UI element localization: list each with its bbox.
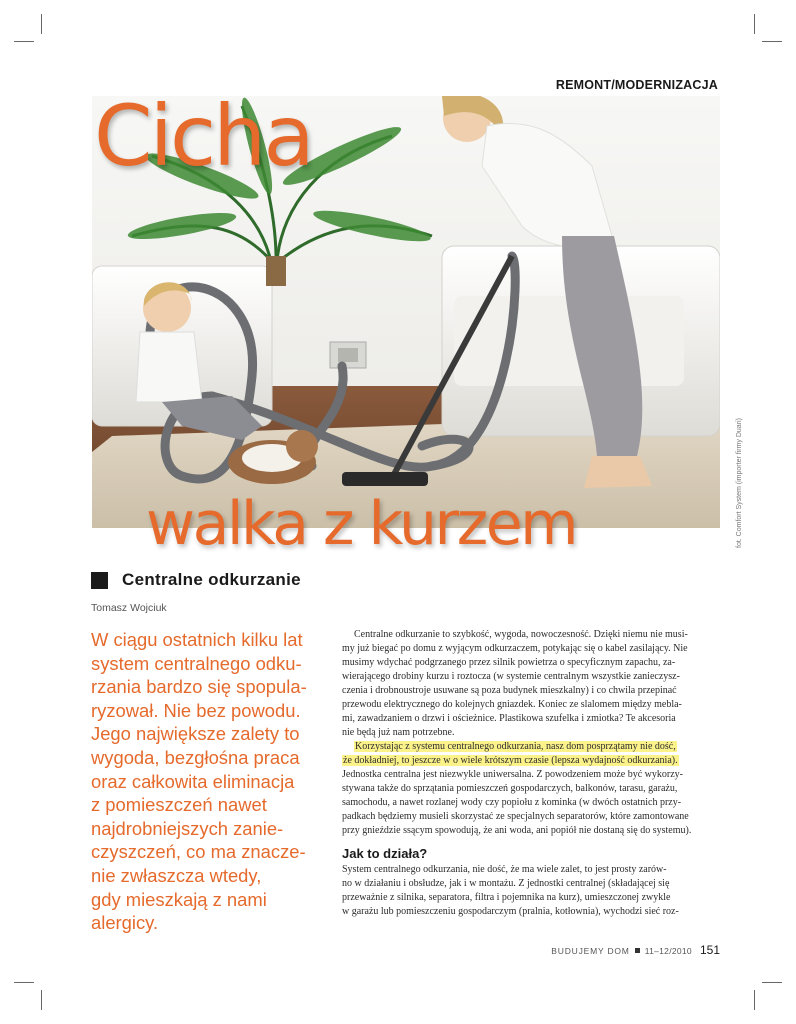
crop-mark — [762, 41, 782, 42]
lead-line: oraz całkowita eliminacja — [91, 770, 295, 792]
crop-mark — [754, 990, 755, 1010]
issue-number: 11–12/2010 — [644, 946, 692, 956]
crop-mark — [41, 990, 42, 1010]
body-column — [342, 628, 718, 919]
article-subtitle: Centralne odkurzanie — [122, 570, 301, 589]
highlighted-sentence — [342, 740, 718, 768]
lead-line: z pomieszczeń nawet — [91, 794, 267, 816]
crop-mark — [14, 41, 34, 42]
body-line: przewodu elektrycznego do kolejnych gniazdek. Koniec ze slalomem między mebla- — [342, 699, 682, 710]
lead-line: czyszczeń, co ma znacze- — [91, 841, 306, 863]
lead-line: nie zwłaszcza wtedy, — [91, 864, 262, 886]
highlight-line: że dokładniej, to jeszcze w o wiele krótszym czasie (lepsza wydajność odkurzania). — [343, 755, 678, 766]
body-line: stywana także do sprzątania pomieszczeń gospodarczych, balkonów, tarasu, garażu, — [342, 783, 678, 794]
body-paragraph-1 — [342, 628, 718, 740]
author-byline: Tomasz Wojciuk — [91, 602, 167, 614]
lead-line: system centralnego odku- — [91, 652, 302, 674]
lead-line: wygoda, bezgłośna praca — [91, 746, 300, 768]
lead-line: ryzował. Nie bez powodu. — [91, 699, 301, 721]
lead-line: Jego największe zalety to — [91, 723, 300, 745]
title-line-2: walka z kurzem — [146, 489, 577, 559]
lead-line: rzania bardzo się spopula- — [91, 676, 307, 698]
body-paragraph-2 — [342, 768, 718, 838]
body-line: my już biegać po domu z wyjącym odkurzaczem, potykając się o kabel zasilający. Nie — [342, 643, 688, 654]
lead-line: najdrobniejszych zanie- — [91, 817, 284, 839]
body-line: samochodu, a nawet rozlanej wody czy popiołu z kominka (w dwóch ostatnich przy- — [342, 797, 682, 808]
lead-line: W ciągu ostatnich kilku lat — [91, 629, 303, 650]
page-footer — [520, 941, 720, 959]
crop-mark — [762, 982, 782, 983]
body-line: przeważnie z silnika, separatora, filtra i pojemnika na kurz), umieszczonej zwykle — [342, 892, 671, 903]
body-line: no w działaniu i obsłudze, jak i w montażu. Z jednostki centralnej (składającej się — [342, 878, 670, 889]
crop-mark — [14, 982, 34, 983]
lead-line: alergicy. — [91, 912, 159, 934]
highlight-line: Korzystając z systemu centralnego odkurzania, nasz dom posprzątamy nie dość, — [355, 741, 676, 752]
body-line: System centralnego odkurzania, nie dość, że ma wiele zalet, to jest prosty zarów- — [342, 864, 667, 875]
body-line: w garażu lub pomieszczeniu gospodarczym (pralnia, kotłownia), wychodzi sieć roz- — [342, 906, 679, 917]
title-line-1: Cicha — [94, 87, 312, 185]
body-line: mi, zawadzaniem o drzwi i ościeżnice. Plastikowa szufelka i zmiotka? Te akcesoria — [342, 713, 676, 724]
section-heading: Jak to działa? — [342, 846, 428, 861]
section-tag: REMONT/MODERNIZACJA — [555, 78, 718, 92]
page-number: 151 — [699, 943, 720, 957]
square-bullet-icon — [91, 572, 108, 589]
body-line: czenia i drobnoustroje usuwane są poza budynek mieszkalny) i co chwila przepinać — [342, 685, 677, 696]
subtitle-row — [91, 570, 301, 590]
lead-paragraph — [91, 628, 331, 935]
crop-mark — [754, 14, 755, 34]
lead-line: gdy mieszkają z nami — [91, 888, 267, 910]
body-line: Jednostka centralna jest niezwykle uniwersalna. Z powodzeniem może być wykorzy- — [342, 769, 683, 780]
body-paragraph-3 — [342, 863, 718, 919]
body-line: nie będą już nam potrzebne. — [342, 727, 455, 738]
photo-credit: fot. Comfort System (importer firmy Duari) — [736, 418, 743, 548]
body-line: wierającego drobiny kurzu i roztocza (w systemie centralnym wszystkie zanieczysz- — [342, 671, 680, 682]
bullet-icon — [635, 948, 640, 953]
body-line: padkach będziemy musieli skorzystać ze specjalnych separatorów, które zamontowane — [342, 811, 689, 822]
crop-mark — [41, 14, 42, 34]
body-line: musimy wdychać podgrzanego przez silnik powietrza o specyficznym zapachu, za- — [342, 657, 676, 668]
body-line: przy gnieździe ssącym spowodują, że ani woda, ani popiół nie dostaną się do systemu). — [342, 825, 692, 836]
magazine-name: BUDUJEMY DOM — [551, 946, 630, 956]
body-line: Centralne odkurzanie to szybkość, wygoda, nowoczesność. Dzięki niemu nie musi- — [354, 629, 688, 640]
